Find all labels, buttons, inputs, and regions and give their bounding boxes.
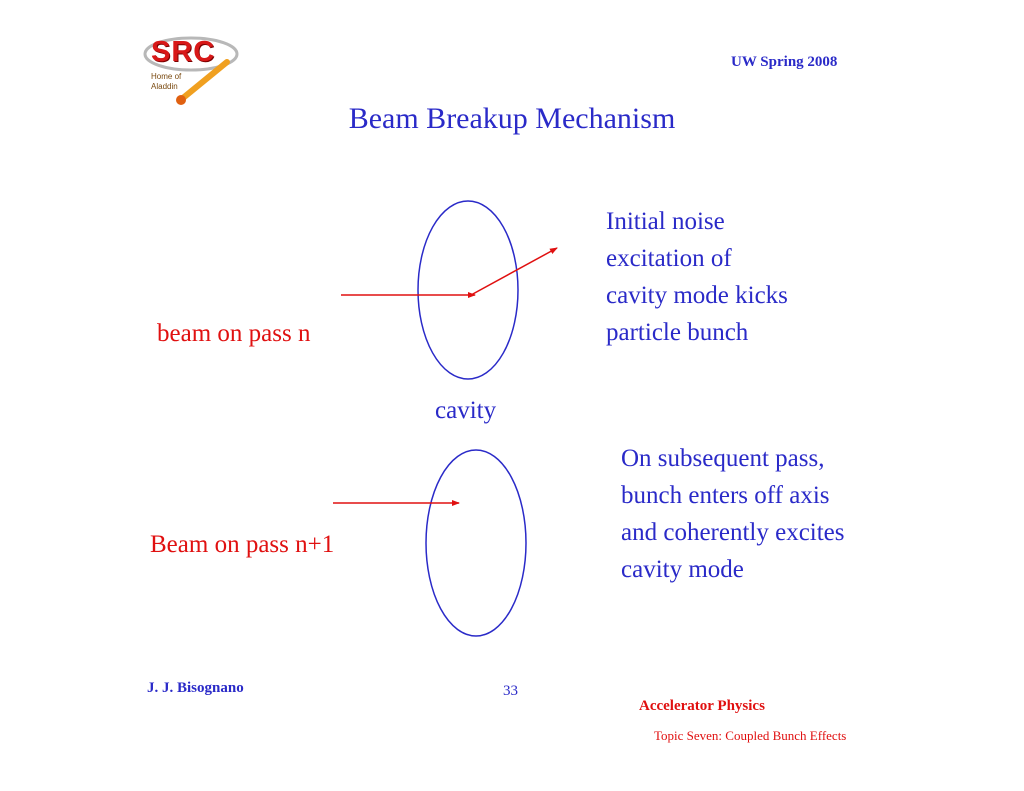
note-pass-n1-line: cavity mode bbox=[621, 556, 744, 583]
term-label: UW Spring 2008 bbox=[731, 54, 838, 70]
note-pass-n-line: excitation of bbox=[606, 245, 732, 272]
logo-subtitle-line2: Aladdin bbox=[151, 82, 178, 91]
note-pass-n1-line: bunch enters off axis bbox=[621, 482, 830, 509]
cavity-ellipse-pass-n1 bbox=[426, 450, 526, 636]
page-number: 33 bbox=[503, 683, 518, 699]
logo-text: SRC bbox=[151, 36, 216, 68]
cavity-ellipse-pass-n bbox=[418, 201, 518, 379]
course-label: Accelerator Physics bbox=[639, 698, 765, 714]
note-pass-n1-line: On subsequent pass, bbox=[621, 445, 825, 472]
note-pass-n1-line: and coherently excites bbox=[621, 519, 845, 546]
pass-n1-label: Beam on pass n+1 bbox=[150, 531, 335, 558]
note-pass-n-line: particle bunch bbox=[606, 319, 749, 346]
logo-subtitle-line1: Home of bbox=[151, 72, 182, 81]
note-pass-n-line: cavity mode kicks bbox=[606, 282, 788, 309]
note-pass-n bbox=[606, 203, 788, 351]
pass-n-label: beam on pass n bbox=[157, 320, 311, 347]
author-label: J. J. Bisognano bbox=[147, 680, 244, 696]
topic-label: Topic Seven: Coupled Bunch Effects bbox=[654, 728, 847, 743]
slide-title: Beam Breakup Mechanism bbox=[348, 102, 676, 135]
note-pass-n-line: Initial noise bbox=[606, 208, 725, 235]
cavity-label: cavity bbox=[435, 397, 497, 424]
note-pass-n1 bbox=[621, 440, 845, 588]
